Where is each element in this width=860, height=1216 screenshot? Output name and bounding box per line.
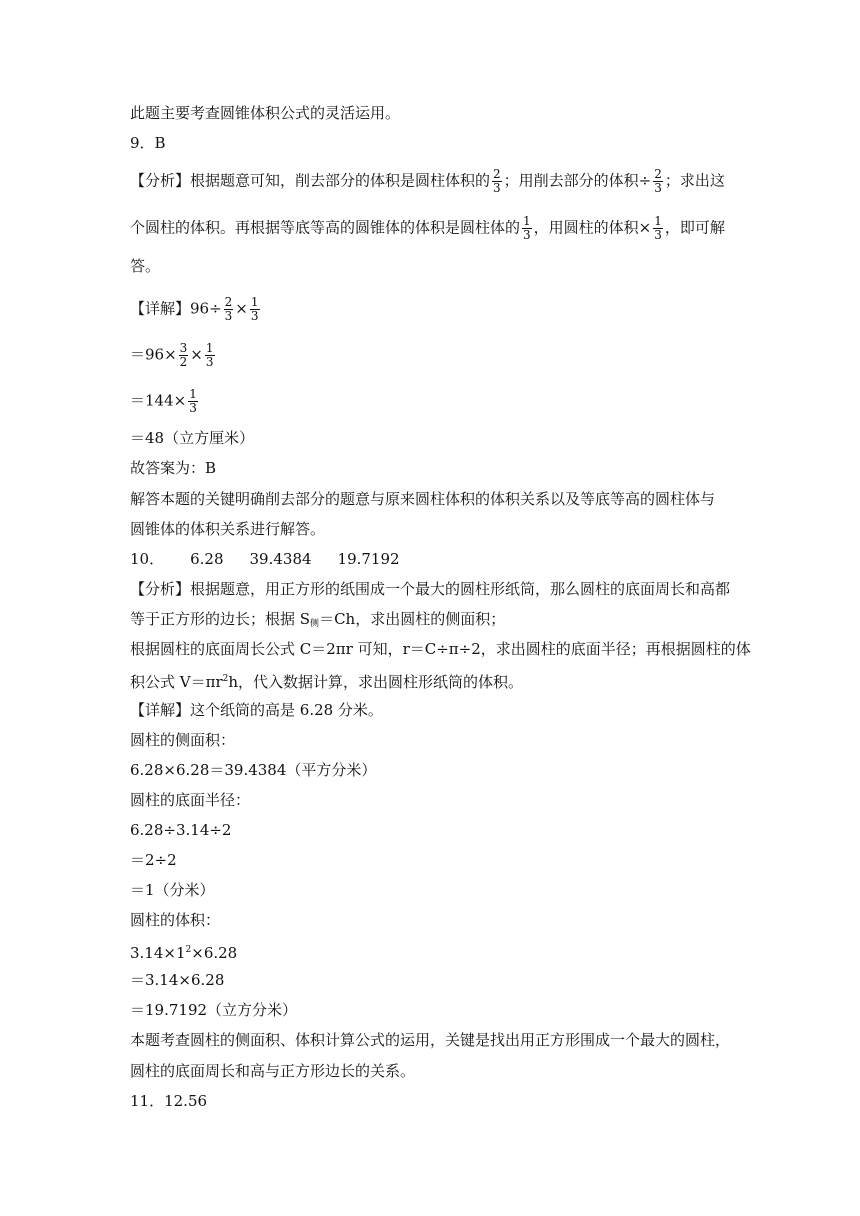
text-segment: 【详解】96÷ <box>130 299 222 318</box>
text-segment: 个圆柱的体积。再根据等底等高的圆锥体的体积是圆柱体的 <box>130 218 521 237</box>
text-line: 6.28÷3.14÷2 <box>130 821 232 839</box>
text-segment: × <box>235 299 248 318</box>
denominator: 3 <box>493 181 501 195</box>
numerator: 1 <box>250 295 259 309</box>
text-line: 解答本题的关键明确削去部分的题意与原来圆柱体积的体积关系以及等底等高的圆柱体与 <box>130 490 716 508</box>
fraction <box>188 388 198 415</box>
text-line: 此题主要考查圆锥体积公式的灵活运用。 <box>130 104 401 122</box>
text-line: 答。 <box>130 257 161 275</box>
text-segment: ×6.28 <box>191 944 238 962</box>
answer-value: 19.7192 <box>337 550 400 568</box>
text-line: 【详解】这个纸筒的高是 6.28 分米。 <box>130 701 383 719</box>
numerator: 2 <box>654 167 662 181</box>
text-segment: 【分析】根据题意可知，削去部分的体积是圆柱体积的 <box>130 171 491 190</box>
denominator: 3 <box>189 401 197 415</box>
text-line <box>130 669 523 692</box>
text-segment: h，代入数据计算，求出圆柱形纸筒的体积。 <box>228 673 524 691</box>
solution-line <box>130 342 217 369</box>
answer-heading <box>130 549 400 569</box>
text-line: 故答案为：B <box>130 459 217 477</box>
text-segment: ，即可解 <box>664 218 725 237</box>
text-line: ＝3.14×6.28 <box>130 971 225 989</box>
text-line: 圆柱的底面周长和高与正方形边长的关系。 <box>130 1062 416 1080</box>
text-segment: ＝96× <box>130 345 177 364</box>
answer-heading: 11．12.56 <box>130 1092 208 1110</box>
fraction <box>179 342 189 369</box>
denominator: 3 <box>224 309 233 323</box>
fraction <box>224 296 234 323</box>
numerator: 1 <box>189 387 197 401</box>
text-line: 6.28×6.28＝39.4384（平方分米） <box>130 761 377 779</box>
text-line: ＝1（分米） <box>130 881 215 899</box>
text-line: 根据圆柱的底面周长公式 C＝2πr 可知，r＝C÷π÷2，求出圆柱的底面半径；再根据圆柱的体 <box>130 640 751 658</box>
text-segment: ；用削去部分的体积÷ <box>503 171 652 190</box>
denominator: 3 <box>523 228 531 242</box>
denominator: 3 <box>205 355 214 369</box>
answer-heading: 9．B <box>130 134 166 152</box>
fraction <box>653 215 663 242</box>
text-segment: ＝Ch，求出圆柱的侧面积； <box>319 610 506 628</box>
text-segment: 积公式 V＝πr <box>130 673 223 691</box>
text-line: ＝19.7192（立方分米） <box>130 1001 298 1019</box>
answer-value: 6.28 <box>190 550 224 568</box>
numerator: 2 <box>493 167 501 181</box>
solution-line: ＝48（立方厘米） <box>130 429 255 447</box>
text-line: 圆柱的侧面积： <box>130 731 236 749</box>
text-segment: 10． <box>130 550 165 568</box>
superscript: 2 <box>185 945 192 955</box>
text-line <box>130 609 505 634</box>
numerator: 1 <box>654 214 662 228</box>
denominator: 3 <box>250 309 259 323</box>
text-line: ＝2÷2 <box>130 851 177 869</box>
text-segment: × <box>190 345 203 364</box>
text-line: 本题考查圆柱的侧面积、体积计算公式的运用，关键是找出用正方形围成一个最大的圆柱， <box>130 1031 731 1049</box>
numerator: 2 <box>224 295 233 309</box>
subscript: 侧 <box>310 619 320 629</box>
text-segment: ；求出这 <box>664 171 725 190</box>
numerator: 1 <box>205 341 214 355</box>
fraction <box>492 168 502 195</box>
analysis-line <box>130 168 725 195</box>
text-line <box>130 940 237 963</box>
denominator: 3 <box>654 181 662 195</box>
superscript: 2 <box>222 674 229 684</box>
text-segment: ＝144× <box>130 391 187 410</box>
text-line: 圆柱的底面半径： <box>130 791 251 809</box>
solution-line <box>130 388 200 415</box>
text-line: 【分析】根据题意，用正方形的纸围成一个最大的圆柱形纸筒，那么圆柱的底面周长和高都 <box>130 580 731 598</box>
fraction <box>205 342 215 369</box>
fraction <box>522 215 532 242</box>
denominator: 2 <box>179 355 188 369</box>
fraction <box>653 168 663 195</box>
numerator: 3 <box>179 341 188 355</box>
numerator: 1 <box>523 214 531 228</box>
fraction <box>250 296 260 323</box>
denominator: 3 <box>654 228 662 242</box>
text-segment: ，用圆柱的体积× <box>533 218 652 237</box>
answer-value: 39.4384 <box>249 550 312 568</box>
text-line: 圆锥体的体积关系进行解答。 <box>130 520 326 538</box>
text-segment: 等于正方形的边长；根据 S <box>130 610 311 628</box>
text-line: 圆柱的体积： <box>130 911 221 929</box>
text-segment: 3.14×1 <box>130 944 186 962</box>
solution-line <box>130 296 262 323</box>
analysis-line <box>130 215 725 242</box>
